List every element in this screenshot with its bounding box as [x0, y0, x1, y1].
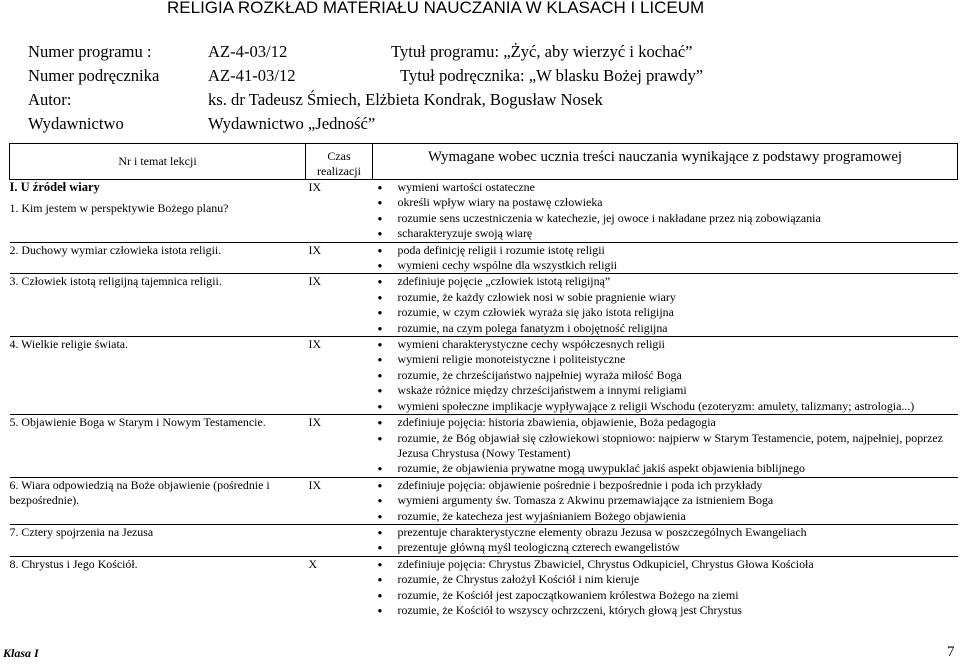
list-item: ● rozumie, że Bóg objawiał się człowiekowi stopniowo: najpierw w Starym Testamencie, potem, najpełniej, poprzez Jezusa Chrystusa (Nowy Testament) [373, 431, 958, 462]
time-cell: IX [306, 242, 373, 274]
list-item: ● rozumie, że każdy człowiek nosi w sobie pragnienie wiary [373, 290, 958, 305]
meta-extra: Tytuł podręcznika: „W blasku Bożej prawdy” [400, 66, 704, 85]
meta-value: ks. dr Tadeusz Śmiech, Elżbieta Kondrak, Bogusław Nosek [208, 90, 603, 109]
list-item: ● wymieni religie monoteistyczne i politeistyczne [373, 352, 958, 367]
list-item: ● prezentuje główną myśl teologiczną czterech ewangelistów [373, 540, 958, 555]
meta-label: Numer podręcznika [28, 66, 160, 85]
requirements-cell [373, 556, 958, 618]
table-row [10, 524, 958, 556]
topic-label: 8. Chrystus i Jego Kościół. [10, 556, 306, 618]
list-item: ● rozumie, że Kościół to wszyscy ochrzczeni, których głową jest Chrystus [373, 603, 958, 618]
table-row [10, 242, 958, 274]
meta-label: Numer programu : [28, 42, 152, 61]
list-item: ● scharakteryzuje swoją wiarę [373, 226, 958, 241]
time-cell: X [306, 556, 373, 618]
list-item: ● zdefiniuje pojęcia: historia zbawienia, objawienie, Boża pedagogia [373, 415, 958, 430]
list-item: ● zdefiniuje pojęcia: Chrystus Zbawiciel, Chrystus Odkupiciel, Chrystus Głowa Kościoła [373, 557, 958, 572]
list-item: ● wymieni wartości ostateczne [373, 180, 958, 195]
table-row [10, 415, 958, 478]
time-cell: IX [306, 337, 373, 415]
list-item: ● określi wpływ wiary na postawę człowieka [373, 195, 958, 210]
topic-label: 3. Człowiek istotą religijną tajemnica religii. [10, 274, 306, 337]
requirements-cell [373, 337, 958, 415]
table-row [10, 337, 958, 415]
table-row [10, 180, 958, 243]
table-row [10, 477, 958, 524]
topic-label: 7. Cztery spojrzenia na Jezusa [10, 524, 306, 556]
list-item: ● prezentuje charakterystyczne elementy obrazu Jezusa w poszczególnych Ewangeliach [373, 525, 958, 540]
time-cell: IX [306, 274, 373, 337]
topic-cell [10, 180, 306, 243]
section-title: I. U źródeł wiary [9, 180, 100, 194]
topic-label: 4. Wielkie religie świata. [10, 337, 306, 415]
list-item: ● rozumie, że objawienia prywatne mogą uwypuklać jakiś aspekt objawienia biblijnego [373, 461, 958, 476]
requirements-cell [373, 242, 958, 274]
class-label: Klasa I [3, 646, 39, 660]
meta-extra: Tytuł programu: „Żyć, aby wierzyć i kochać” [391, 42, 693, 61]
list-item: ● wymieni argumenty św. Tomasza z Akwinu przemawiające za istnieniem Boga [373, 493, 958, 508]
list-item: ● wymieni społeczne implikacje wypływające z religii Wschodu (ezoteryzm: amulety, talizmany; astrologia...) [373, 399, 958, 414]
topic-label: 2. Duchowy wymiar człowieka istota religii. [10, 242, 306, 274]
page-title: RELIGIA ROZKŁAD MATERIAŁU NAUCZANIA W KLASACH I LICEUM [167, 0, 705, 17]
table-header [10, 144, 958, 180]
meta-label: Autor: [28, 90, 72, 109]
topic-label: 1. Kim jestem w perspektywie Bożego planu? [9, 201, 229, 216]
requirements-cell [373, 180, 958, 243]
header-requirements: Wymagane wobec ucznia treści nauczania wynikające z podstawy programowej [373, 144, 958, 180]
table-row [10, 556, 958, 618]
page-number: 7 [947, 644, 955, 660]
header-time: Czas realizacji [306, 144, 373, 180]
requirements-cell [373, 524, 958, 556]
curriculum-table [9, 143, 958, 618]
time-cell [306, 524, 373, 556]
list-item: ● wskaże różnice między chrześcijaństwem a innymi religiami [373, 383, 958, 398]
topic-label: 6. Wiara odpowiedzią na Boże objawienie (pośrednie i bezpośrednie). [10, 477, 306, 524]
time-cell: IX [306, 477, 373, 524]
time-cell: IX [306, 415, 373, 478]
header-topic: Nr i temat lekcji [10, 144, 306, 180]
requirements-cell [373, 477, 958, 524]
time-cell: IX [306, 180, 373, 243]
list-item: ● wymieni charakterystyczne cechy współczesnych religii [373, 337, 958, 352]
meta-value: Wydawnictwo „Jedność” [208, 114, 376, 133]
requirements-cell [373, 415, 958, 478]
list-item: ● rozumie sens uczestniczenia w katechezie, jej owoce i nakładane przez nią zobowiązania [373, 211, 958, 226]
meta-value: AZ-4-03/12 [208, 42, 288, 61]
requirements-cell [373, 274, 958, 337]
meta-value: AZ-41-03/12 [208, 66, 296, 85]
list-item: ● rozumie, na czym polega fanatyzm i obojętność religijna [373, 321, 958, 336]
list-item: ● zdefiniuje pojęcie „człowiek istotą religijną” [373, 274, 958, 289]
topic-label: 5. Objawienie Boga w Starym i Nowym Testamencie. [10, 415, 306, 478]
list-item: ● rozumie, że Chrystus założył Kościół i nim kieruje [373, 572, 958, 587]
table-row [10, 274, 958, 337]
list-item: ● zdefiniuje pojęcia: objawienie pośrednie i bezpośrednie i poda ich przykłady [373, 478, 958, 493]
list-item: ● rozumie, że Kościół jest zapoczątkowaniem królestwa Bożego na ziemi [373, 588, 958, 603]
list-item: ● rozumie, w czym człowiek wyraża się jako istota religijna [373, 305, 958, 320]
list-item: ● rozumie, że katecheza jest wyjaśnianiem Bożego objawienia [373, 509, 958, 524]
meta-label: Wydawnictwo [28, 114, 124, 133]
list-item: ● poda definicję religii i rozumie istotę religii [373, 243, 958, 258]
list-item: ● wymieni cechy wspólne dla wszystkich religii [373, 258, 958, 273]
list-item: ● rozumie, że chrześcijaństwo najpełniej wyraża miłość Boga [373, 368, 958, 383]
